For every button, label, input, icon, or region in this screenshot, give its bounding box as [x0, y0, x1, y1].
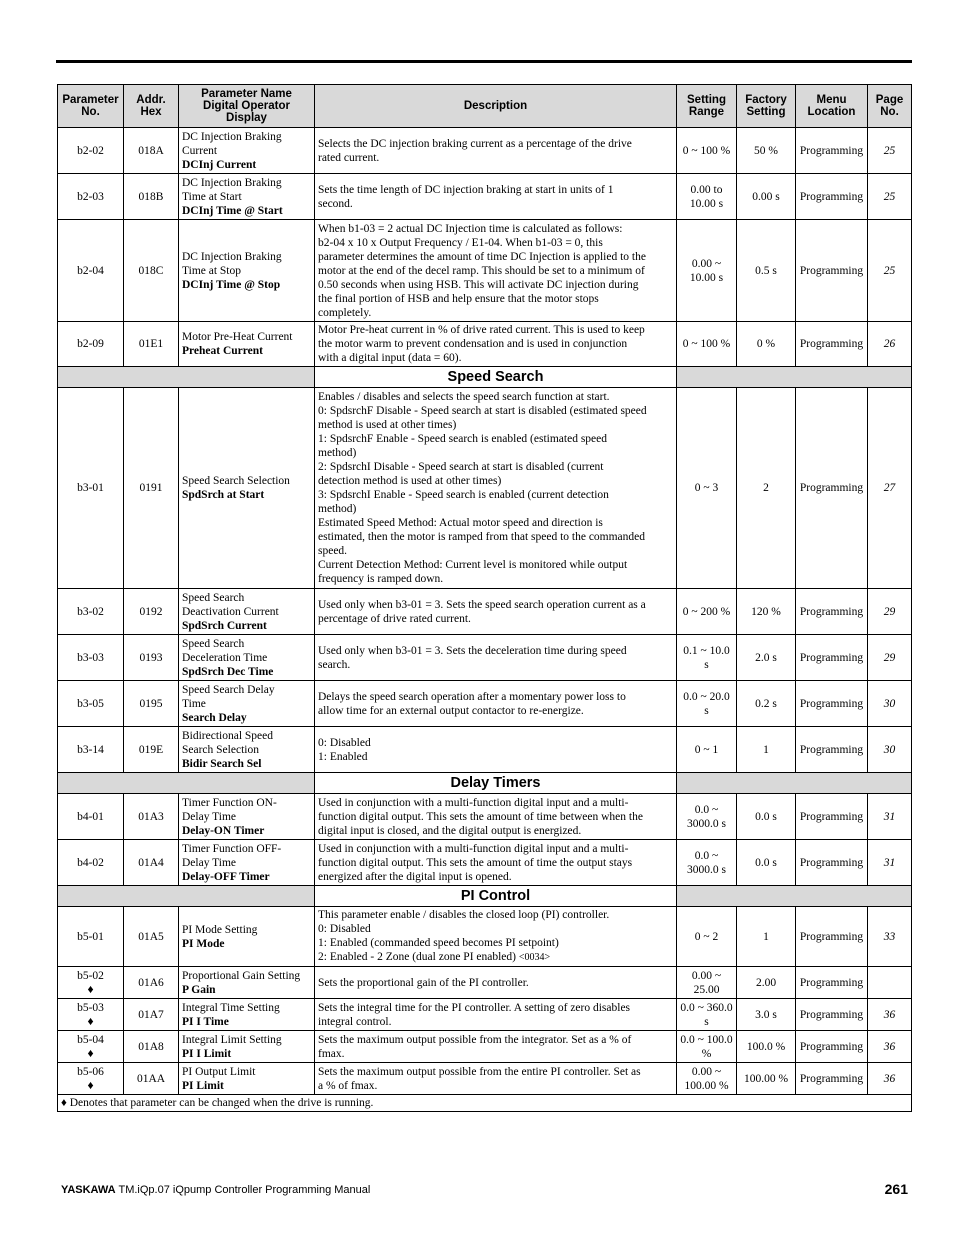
param-number-cell	[58, 635, 124, 681]
addr-hex-cell: 019E	[124, 727, 179, 773]
param-name-line: Bidirectional Speed	[182, 729, 274, 742]
operator-display-text: Preheat Current	[182, 345, 264, 357]
factory-setting-cell: 2.0 s	[737, 635, 796, 681]
section-row-speed-search	[58, 367, 912, 388]
factory-setting-cell: 1	[737, 907, 796, 967]
description-cell	[315, 727, 677, 773]
addr-hex-cell: 01A5	[124, 907, 179, 967]
description-cell	[315, 907, 677, 967]
param-name-line: Delay Time	[182, 856, 236, 869]
page-number-cell: 26	[868, 322, 912, 367]
param-name-cell	[179, 388, 315, 589]
description-cell	[315, 840, 677, 886]
description-line: frequency is ramped down.	[318, 573, 444, 585]
param-number-cell	[58, 220, 124, 322]
param-name-cell	[179, 322, 315, 367]
param-number-cell	[58, 1031, 124, 1063]
footnote-row	[58, 1095, 912, 1112]
factory-setting-cell: 0.2 s	[737, 681, 796, 727]
operator-display-text: SpdSrch Dec Time	[182, 665, 274, 678]
description-line: rated current.	[318, 151, 380, 164]
page-number-cell: 30	[868, 727, 912, 773]
param-number: b3-02	[77, 605, 104, 618]
description-line: Selects the DC injection braking current as a percentage of the drive	[318, 137, 632, 150]
setting-range-cell: 0.00 ~ 25.00	[677, 967, 737, 999]
description-line: 0.50 seconds when using HSB. This will activate DC injection during	[318, 278, 639, 291]
menu-location-cell: Programming	[796, 635, 868, 681]
menu-location-cell: Programming	[796, 174, 868, 220]
operator-display-text: PI I Limit	[182, 1047, 232, 1060]
param-name-line: Integral Time Setting	[182, 1001, 280, 1014]
menu-location-cell: Programming	[796, 1031, 868, 1063]
factory-setting-cell: 3.0 s	[737, 999, 796, 1031]
description-line: Used in conjunction with a multi-function digital input and a multi-	[318, 842, 629, 855]
description-cell	[315, 1063, 677, 1095]
description-line: allow time for an external output contactor to re-energize.	[318, 704, 584, 717]
table-row	[58, 681, 912, 727]
table-row	[58, 1063, 912, 1095]
setting-range-cell: 0.0 ~ 100.0 %	[677, 1031, 737, 1063]
description-line: Sets the time length of DC injection braking at start in units of 1	[318, 183, 614, 196]
operator-display-text: PI Mode	[182, 937, 225, 950]
param-name-line: Motor Pre-Heat Current	[182, 331, 293, 343]
addr-hex-cell: 0193	[124, 635, 179, 681]
param-name-cell	[179, 727, 315, 773]
setting-range-cell: 0.0 ~ 20.0 s	[677, 681, 737, 727]
description-cell	[315, 999, 677, 1031]
param-number: b5-03	[77, 1002, 104, 1014]
param-name-cell	[179, 999, 315, 1031]
param-number: b3-14	[77, 743, 104, 756]
operator-display-text: PI Limit	[182, 1079, 224, 1092]
addr-hex-cell: 0191	[124, 388, 179, 589]
operator-display-text: P Gain	[182, 983, 216, 996]
param-name-line: Integral Limit Setting	[182, 1033, 282, 1046]
description-line: search.	[318, 658, 351, 671]
param-number: b4-02	[77, 856, 104, 869]
page-number-cell: 36	[868, 1031, 912, 1063]
menu-location-cell: Programming	[796, 1063, 868, 1095]
section-fill	[58, 773, 315, 794]
param-number-cell	[58, 794, 124, 840]
description-line: This parameter enable / disables the closed loop (PI) controller.	[318, 909, 610, 921]
footer-manual-title	[61, 1184, 370, 1196]
page-number-cell: 36	[868, 1063, 912, 1095]
factory-setting-cell: 50 %	[737, 128, 796, 174]
param-number-cell	[58, 388, 124, 589]
param-number-cell	[58, 174, 124, 220]
page-number-cell: 31	[868, 840, 912, 886]
description-line: 0: Disabled	[318, 736, 371, 749]
section-title-speed-search: Speed Search	[315, 367, 677, 388]
setting-range-cell: 0 ~ 200 %	[677, 589, 737, 635]
setting-range-cell: 0 ~ 3	[677, 388, 737, 589]
addr-hex-cell: 01A7	[124, 999, 179, 1031]
param-name-line: Timer Function OFF-	[182, 842, 282, 855]
param-name-cell	[179, 174, 315, 220]
param-number-cell	[58, 681, 124, 727]
menu-location-cell: Programming	[796, 999, 868, 1031]
param-name-line: Speed Search	[182, 637, 245, 650]
description-cell	[315, 388, 677, 589]
param-number-cell	[58, 840, 124, 886]
addr-hex-cell: 018A	[124, 128, 179, 174]
setting-range-cell: 0.0 ~ 3000.0 s	[677, 794, 737, 840]
addr-hex-cell: 0195	[124, 681, 179, 727]
param-number-cell	[58, 907, 124, 967]
page-number-cell: 25	[868, 174, 912, 220]
param-name-cell	[179, 1063, 315, 1095]
description-line: Used only when b3-01 = 3. Sets the speed search operation current as a	[318, 598, 646, 611]
page-number-cell: 29	[868, 635, 912, 681]
param-name-line: Speed Search	[182, 591, 245, 604]
setting-range-cell: 0 ~ 2	[677, 907, 737, 967]
param-name-line: Time at Start	[182, 190, 242, 203]
param-number-cell	[58, 727, 124, 773]
description-line: method)	[318, 447, 357, 459]
param-number: b2-09	[77, 338, 104, 350]
page-number-cell: 25	[868, 220, 912, 322]
param-name-line: Time	[182, 697, 206, 710]
menu-location-cell: Programming	[796, 681, 868, 727]
param-name-line: Speed Search Delay	[182, 683, 275, 696]
description-line: integral control.	[318, 1015, 392, 1028]
description-line: the motor warm to prevent condensation and is used in conjunction	[318, 338, 628, 350]
setting-range-cell: 0.0 ~ 3000.0 s	[677, 840, 737, 886]
operator-display-text: PI I Time	[182, 1015, 229, 1028]
operator-display-text: SpdSrch at Start	[182, 489, 265, 501]
param-name-line: DC Injection Braking	[182, 250, 282, 263]
factory-setting-cell: 0.5 s	[737, 220, 796, 322]
operator-display-text: Search Delay	[182, 711, 247, 724]
addr-hex-cell: 01E1	[124, 322, 179, 367]
param-name-cell	[179, 840, 315, 886]
addr-hex-cell: 01AA	[124, 1063, 179, 1095]
description-line: energized after the digital input is opened.	[318, 870, 512, 883]
table-row	[58, 794, 912, 840]
description-cell	[315, 220, 677, 322]
param-number: b5-06	[77, 1066, 104, 1078]
description-line: method)	[318, 503, 357, 515]
param-name-cell	[179, 967, 315, 999]
footnote: ♦ Denotes that parameter can be changed when the drive is running.	[58, 1095, 912, 1112]
description-cell	[315, 128, 677, 174]
section-fill	[58, 886, 315, 907]
description-line: completely.	[318, 306, 372, 319]
description-line	[318, 950, 673, 965]
table-row	[58, 128, 912, 174]
table-row	[58, 907, 912, 967]
param-name-line: DC Injection Braking	[182, 130, 282, 143]
table-row	[58, 840, 912, 886]
param-name-cell	[179, 794, 315, 840]
description-line: Enables / disables and selects the speed search function at start.	[318, 391, 610, 403]
description-cell	[315, 635, 677, 681]
param-name-line: Deceleration Time	[182, 651, 268, 664]
addr-hex-cell: 018C	[124, 220, 179, 322]
param-number-cell	[58, 967, 124, 999]
description-line: Current Detection Method: Current level is monitored while output	[318, 559, 628, 571]
section-title-pi-control: PI Control	[315, 886, 677, 907]
section-fill	[677, 773, 912, 794]
description-cell	[315, 174, 677, 220]
operator-display-text: Bidir Search Sel	[182, 757, 262, 770]
header-description: Description	[315, 85, 677, 128]
factory-setting-cell: 0.00 s	[737, 174, 796, 220]
operator-display-text: DCInj Current	[182, 158, 257, 171]
description-line: digital input is closed, and the digital output is energized.	[318, 824, 582, 837]
addr-hex-cell: 01A3	[124, 794, 179, 840]
setting-range-cell: 0.00 to 10.00 s	[677, 174, 737, 220]
table-row	[58, 322, 912, 367]
description-cell	[315, 1031, 677, 1063]
description-line: 3: SpdsrchI Enable - Speed search is enabled (current detection	[318, 489, 609, 501]
param-number: b3-03	[77, 651, 104, 664]
menu-location-cell: Programming	[796, 128, 868, 174]
header-page-no: Page No.	[868, 85, 912, 128]
menu-location-cell: Programming	[796, 220, 868, 322]
description-line: with a digital input (data = 60).	[318, 352, 462, 364]
param-name-line: PI Mode Setting	[182, 923, 258, 936]
factory-setting-cell: 1	[737, 727, 796, 773]
table-row	[58, 727, 912, 773]
param-name-line: Current	[182, 144, 218, 157]
description-cell	[315, 681, 677, 727]
param-name-cell	[179, 907, 315, 967]
top-rule	[56, 60, 912, 63]
param-number: b2-04	[77, 264, 104, 277]
param-number: b5-02	[77, 970, 104, 982]
section-fill	[677, 886, 912, 907]
description-line: Delays the speed search operation after a momentary power loss to	[318, 690, 626, 703]
runtime-changeable-icon: ♦	[87, 1014, 94, 1028]
description-line: second.	[318, 197, 353, 210]
operator-display-text: DCInj Time @ Start	[182, 204, 283, 217]
factory-setting-cell: 0 %	[737, 322, 796, 367]
footer-manual-name: TM.iQp.07 iQpump Controller Programming Manual	[118, 1184, 371, 1196]
table-row	[58, 967, 912, 999]
page-number-cell: 30	[868, 681, 912, 727]
description-line: 0: SpdsrchF Disable - Speed search at start is disabled (estimated speed	[318, 405, 647, 417]
param-name-line: Time at Stop	[182, 264, 242, 277]
page-number-cell: 36	[868, 999, 912, 1031]
page-number-cell	[868, 967, 912, 999]
parameter-table	[57, 84, 912, 1112]
param-name-line: Deactivation Current	[182, 605, 279, 618]
setting-range-cell: 0.1 ~ 10.0 s	[677, 635, 737, 681]
section-fill	[58, 367, 315, 388]
setting-range-cell: 0 ~ 1	[677, 727, 737, 773]
page-number-cell: 29	[868, 589, 912, 635]
header-param-no: Parameter No.	[58, 85, 124, 128]
menu-location-cell: Programming	[796, 388, 868, 589]
section-fill	[677, 367, 912, 388]
description-line: function digital output. This sets the amount of time between when the	[318, 810, 643, 823]
param-name-line: PI Output Limit	[182, 1065, 256, 1078]
description-cell	[315, 967, 677, 999]
description-line-text: 2: Enabled - 2 Zone (dual zone PI enabled)	[318, 951, 516, 963]
setting-range-cell: 0.0 ~ 360.0 s	[677, 999, 737, 1031]
description-line: 1: SpdsrchF Enable - Speed search is enabled (estimated speed	[318, 433, 608, 445]
param-name-line: Speed Search Selection	[182, 475, 290, 487]
param-number-cell	[58, 589, 124, 635]
footer-page-number: 261	[884, 1181, 908, 1197]
description-line: Sets the maximum output possible from the entire PI controller. Set as	[318, 1065, 641, 1078]
factory-setting-cell: 2.00	[737, 967, 796, 999]
param-name-cell	[179, 681, 315, 727]
param-number: b5-01	[77, 930, 104, 943]
param-number-cell	[58, 999, 124, 1031]
param-name-cell	[179, 589, 315, 635]
header-setting-range: Setting Range	[677, 85, 737, 128]
setting-range-cell: 0 ~ 100 %	[677, 128, 737, 174]
factory-setting-cell: 0.0 s	[737, 840, 796, 886]
section-row-delay-timers	[58, 773, 912, 794]
param-number: b2-03	[77, 190, 104, 203]
table-header-row	[58, 85, 912, 128]
factory-setting-cell: 0.0 s	[737, 794, 796, 840]
operator-display-text: Delay-ON Timer	[182, 824, 265, 837]
param-name-line: Proportional Gain Setting	[182, 969, 301, 982]
operator-display-text: DCInj Time @ Stop	[182, 278, 281, 291]
section-row-pi-control	[58, 886, 912, 907]
description-line: detection method is used at other times)	[318, 475, 502, 487]
description-line: Used in conjunction with a multi-function digital input and a multi-	[318, 796, 629, 809]
section-title-delay-timers: Delay Timers	[315, 773, 677, 794]
operator-display-text: Delay-OFF Timer	[182, 870, 270, 883]
param-number: b2-02	[77, 144, 104, 157]
description-line: Sets the maximum output possible from the integrator. Set as a % of	[318, 1033, 632, 1046]
header-addr: Addr. Hex	[124, 85, 179, 128]
menu-location-cell: Programming	[796, 322, 868, 367]
description-cell	[315, 589, 677, 635]
param-number: b5-04	[77, 1034, 104, 1046]
description-line: parameter determines the amount of time DC Injection is applied to the	[318, 250, 646, 263]
addr-hex-cell: 01A6	[124, 967, 179, 999]
page-number-cell: 27	[868, 388, 912, 589]
param-name-cell	[179, 1031, 315, 1063]
param-number: b4-01	[77, 810, 104, 823]
param-name-line: Timer Function ON-	[182, 796, 277, 809]
description-line: Sets the proportional gain of the PI controller.	[318, 976, 529, 989]
description-cell	[315, 794, 677, 840]
header-factory-setting: Factory Setting	[737, 85, 796, 128]
footer-brand: YASKAWA	[61, 1184, 116, 1196]
description-line: Estimated Speed Method: Actual motor speed and direction is	[318, 517, 603, 529]
description-line: When b1-03 = 2 actual DC Injection time is calculated as follows:	[318, 222, 623, 235]
description-cell	[315, 322, 677, 367]
param-number: b3-01	[77, 482, 104, 494]
description-line: 1: Enabled (commanded speed becomes PI setpoint)	[318, 937, 559, 949]
param-name-line: Search Selection	[182, 743, 259, 756]
table-row	[58, 635, 912, 681]
page-number-cell: 25	[868, 128, 912, 174]
param-name-cell	[179, 128, 315, 174]
description-line: motor at the end of the decel ramp. This should be set to a minimum of	[318, 264, 645, 277]
addr-hex-cell: 01A8	[124, 1031, 179, 1063]
page-number-cell: 31	[868, 794, 912, 840]
description-line: the final portion of HSB and help ensure that the motor stops	[318, 292, 599, 305]
param-name-cell	[179, 220, 315, 322]
description-line: 2: SpdsrchI Disable - Speed search at start is disabled (current	[318, 461, 604, 473]
table-row	[58, 174, 912, 220]
description-line: a % of fmax.	[318, 1079, 378, 1092]
param-number-cell	[58, 322, 124, 367]
param-name-cell	[179, 635, 315, 681]
menu-location-cell: Programming	[796, 794, 868, 840]
menu-location-cell: Programming	[796, 840, 868, 886]
setting-range-cell: 0 ~ 100 %	[677, 322, 737, 367]
runtime-changeable-icon: ♦	[87, 1078, 94, 1092]
setting-range-cell: 0.00 ~ 10.00 s	[677, 220, 737, 322]
description-line: percentage of drive rated current.	[318, 612, 471, 625]
header-name: Parameter Name Digital Operator Display	[179, 85, 315, 128]
table-row	[58, 589, 912, 635]
factory-setting-cell: 2	[737, 388, 796, 589]
factory-setting-cell: 120 %	[737, 589, 796, 635]
description-line: 1: Enabled	[318, 750, 368, 763]
table-row	[58, 1031, 912, 1063]
table-row	[58, 388, 912, 589]
description-line: speed.	[318, 545, 348, 557]
addr-hex-cell: 018B	[124, 174, 179, 220]
description-line: 0: Disabled	[318, 923, 371, 935]
addr-hex-cell: 01A4	[124, 840, 179, 886]
menu-location-cell: Programming	[796, 727, 868, 773]
runtime-changeable-icon: ♦	[87, 1046, 94, 1060]
menu-location-cell: Programming	[796, 907, 868, 967]
description-line: Motor Pre-heat current in % of drive rated current. This is used to keep	[318, 324, 645, 336]
description-line: fmax.	[318, 1047, 345, 1060]
factory-setting-cell: 100.0 %	[737, 1031, 796, 1063]
runtime-changeable-icon: ♦	[87, 982, 94, 996]
description-line: Used only when b3-01 = 3. Sets the deceleration time during speed	[318, 644, 627, 657]
addr-hex-cell: 0192	[124, 589, 179, 635]
description-line: function digital output. This sets the amount of time the output stays	[318, 856, 633, 869]
param-number-cell	[58, 1063, 124, 1095]
description-line: Sets the integral time for the PI controller. A setting of zero disables	[318, 1001, 631, 1014]
param-name-line: Delay Time	[182, 810, 236, 823]
setting-range-cell: 0.00 ~ 100.00 %	[677, 1063, 737, 1095]
param-name-line: DC Injection Braking	[182, 176, 282, 189]
menu-location-cell: Programming	[796, 967, 868, 999]
header-menu-location: Menu Location	[796, 85, 868, 128]
menu-location-cell: Programming	[796, 589, 868, 635]
description-line: estimated, then the motor is ramped from that speed to the commanded	[318, 531, 646, 543]
param-number: b3-05	[77, 697, 104, 710]
description-line: b2-04 x 10 x Output Frequency / E1-04. When b1-03 = 0, this	[318, 236, 603, 249]
table-row	[58, 220, 912, 322]
table-row	[58, 999, 912, 1031]
page-number-cell: 33	[868, 907, 912, 967]
operator-display-text: SpdSrch Current	[182, 619, 267, 632]
param-number-cell	[58, 128, 124, 174]
description-line: method is used at other times)	[318, 419, 457, 431]
revision-tag: <0034>	[518, 952, 551, 963]
factory-setting-cell: 100.00 %	[737, 1063, 796, 1095]
